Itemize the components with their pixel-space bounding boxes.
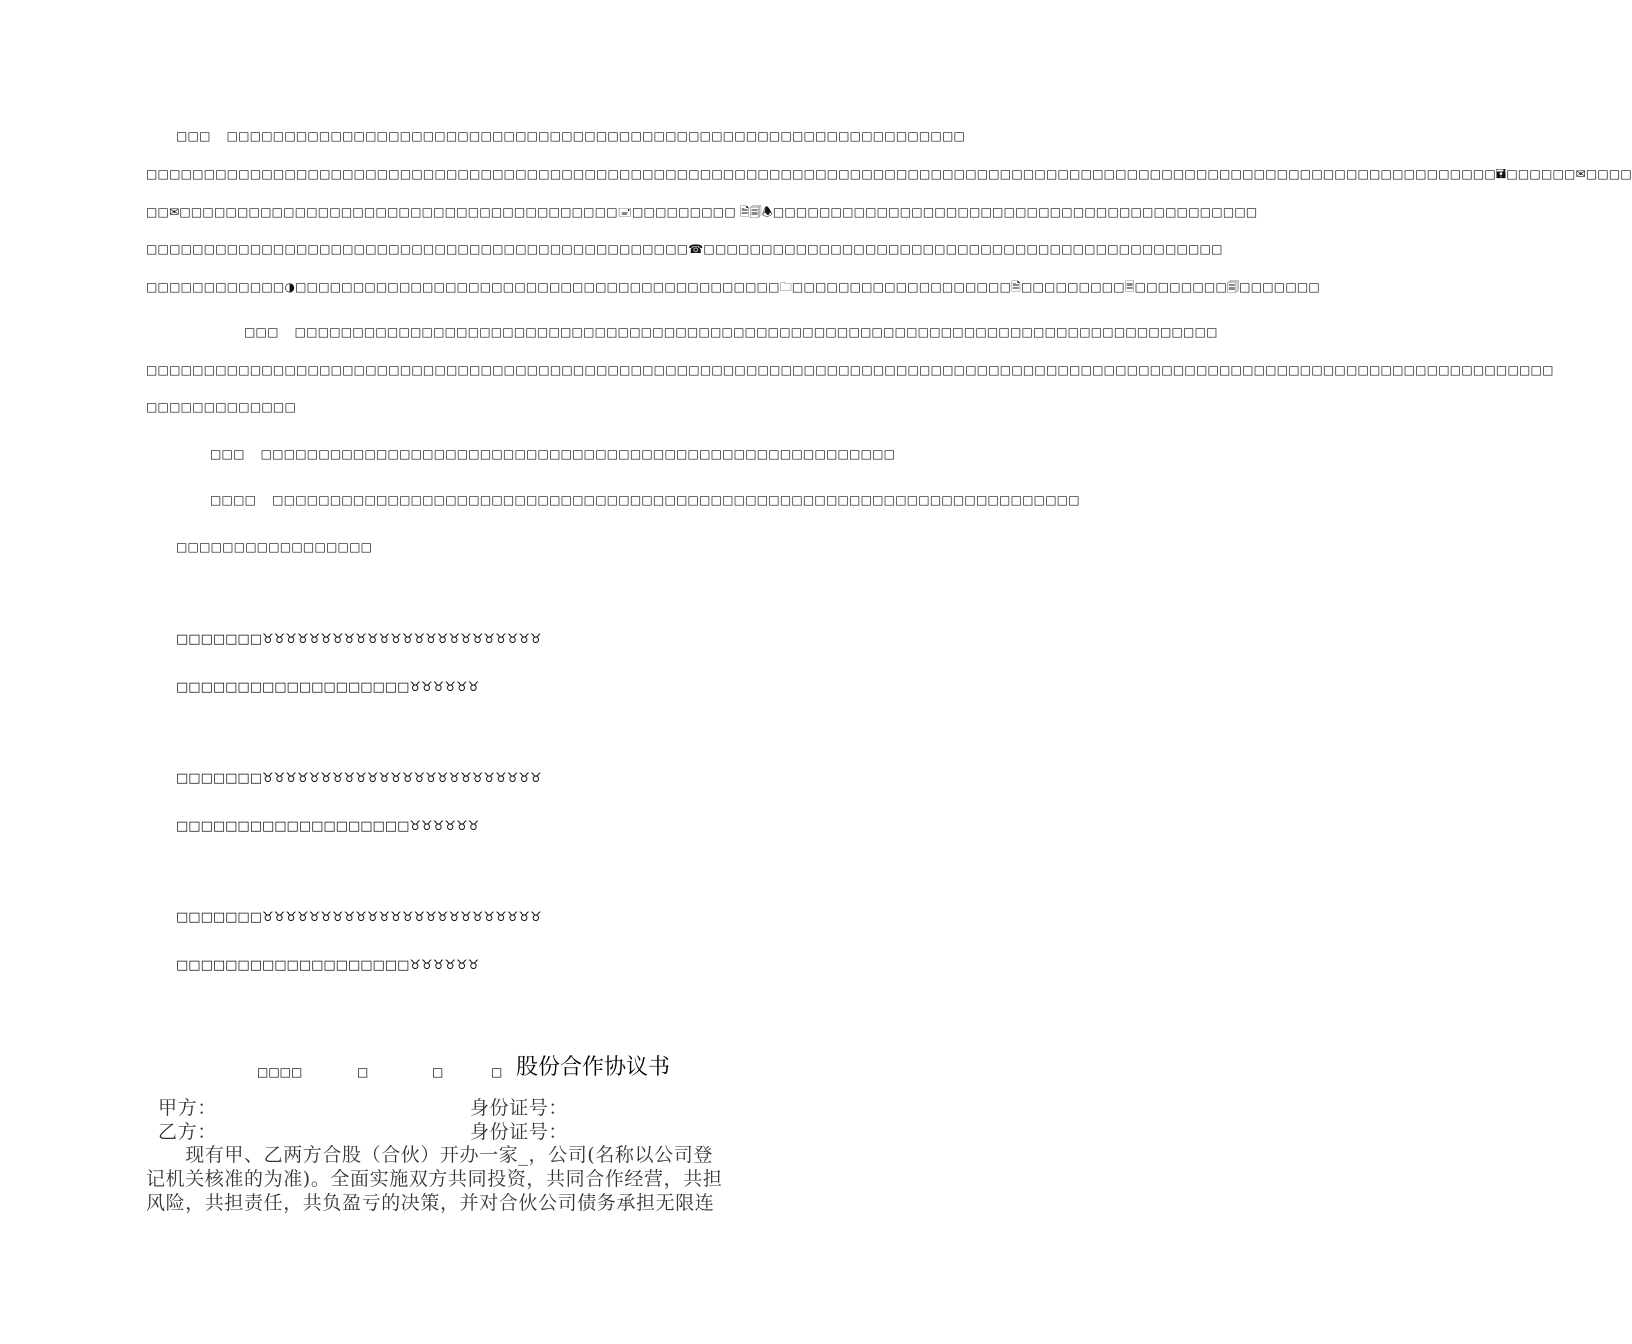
document-title-row (0, 1054, 950, 1084)
paragraph-1-line-2: □□□□□□□□□□□□□□□□□□□□□□□□□□□□□□□□□□□□□□□□□□□□□□□□□□□□□□□□□□□□□□□□□□□□□□□□□□□□□□□□□□□□□□□□□□□□□□□□□□□□□□□□□□□□□□□□□□□□□🖬□□□□□□✉□□□□ (146, 167, 1632, 181)
title-fragment-2: □ (357, 1065, 369, 1079)
signature-1-line-1: □□□□□□□♉♉♉♉♉♉♉♉♉♉♉♉♉♉♉♉♉♉♉♉♉♉♉♉ (176, 632, 542, 647)
paragraph-4-line-1 (210, 493, 1080, 507)
paragraph-1-line-1 (176, 129, 966, 143)
body-paragraph-line-3: 风险，共担责任，共负盈亏的决策，并对合伙公司债务承担无限连 (146, 1192, 715, 1214)
paragraph-1-marker: □□□ (176, 129, 211, 143)
paragraph-1-line-5: □□□□□□□□□□□□◑□□□□□□□□□□□□□□□□□□□□□□□□□□□□□□□□□□□□□□□□□□🗀□□□□□□□□□□□□□□□□□□□🗎□□□□□□□□□🗏□□□□□□□□🗐□□□□□□□ (146, 280, 1320, 294)
signature-2-line-2: □□□□□□□□□□□□□□□□□□□♉♉♉♉♉♉ (176, 819, 480, 834)
title-fragment-4: □ (491, 1065, 503, 1079)
paragraph-4-text: □□□□□□□□□□□□□□□□□□□□□□□□□□□□□□□□□□□□□□□□□□□□□□□□□□□□□□□□□□□□□□□□□□□□□□ (272, 493, 1080, 507)
paragraph-4-line-2: □□□□□□□□□□□□□□□□□ (176, 540, 373, 554)
paragraph-3-line-1 (210, 447, 896, 461)
paragraph-2-line-2: □□□□□□□□□□□□□□□□□□□□□□□□□□□□□□□□□□□□□□□□□□□□□□□□□□□□□□□□□□□□□□□□□□□□□□□□□□□□□□□□□□□□□□□□□□□□□□□□□□□□□□□□□□□□□□□□□□□□□□□□□□ (146, 363, 1554, 377)
body-paragraph-line-1: 现有甲、乙两方合股（合伙）开办一家_，公司(名称以公司登 (146, 1144, 713, 1166)
paragraph-2-line-1 (244, 325, 1218, 339)
party-a-label: 甲方： (158, 1097, 217, 1119)
paragraph-2-marker: □□□ (244, 325, 279, 339)
paragraph-1-line-4: □□□□□□□□□□□□□□□□□□□□□□□□□□□□□□□□□□□□□□□□□□□□□□□☎□□□□□□□□□□□□□□□□□□□□□□□□□□□□□□□□□□□□□□□□□□□□□ (146, 242, 1223, 256)
document-title: 股份合作协议书 (516, 1055, 671, 1080)
paragraph-1-text: □□□□□□□□□□□□□□□□□□□□□□□□□□□□□□□□□□□□□□□□□□□□□□□□□□□□□□□□□□□□□□□□ (226, 129, 966, 143)
signature-3-line-2: □□□□□□□□□□□□□□□□□□□♉♉♉♉♉♉ (176, 958, 480, 973)
title-fragment-3: □ (432, 1065, 444, 1079)
paragraph-3-marker: □□□ (210, 447, 245, 461)
paragraph-1-line-3: □□✉□□□□□□□□□□□□□□□□□□□□□□□□□□□□□□□□□□□□□□🖃□□□□□□□□□ 🗎🗐🕭□□□□□□□□□□□□□□□□□□□□□□□□□□□□□□□□□□□□□□□□□□ (146, 205, 1258, 219)
title-fragment-1: □□□□ (257, 1065, 303, 1079)
party-b-id-label: 身份证号： (470, 1121, 569, 1143)
signature-3-line-1: □□□□□□□♉♉♉♉♉♉♉♉♉♉♉♉♉♉♉♉♉♉♉♉♉♉♉♉ (176, 910, 542, 925)
paragraph-3-text: □□□□□□□□□□□□□□□□□□□□□□□□□□□□□□□□□□□□□□□□□□□□□□□□□□□□□□□ (260, 447, 896, 461)
signature-2-line-1: □□□□□□□♉♉♉♉♉♉♉♉♉♉♉♉♉♉♉♉♉♉♉♉♉♉♉♉ (176, 771, 542, 786)
party-b-label: 乙方： (158, 1121, 217, 1143)
signature-1-line-2: □□□□□□□□□□□□□□□□□□□♉♉♉♉♉♉ (176, 680, 480, 695)
paragraph-2-text: □□□□□□□□□□□□□□□□□□□□□□□□□□□□□□□□□□□□□□□□□□□□□□□□□□□□□□□□□□□□□□□□□□□□□□□□□□□□□□□□ (294, 325, 1218, 339)
body-paragraph-line-2: 记机关核准的为准)。全面实施双方共同投资，共同合作经营，共担 (146, 1168, 723, 1190)
party-a-id-label: 身份证号： (470, 1097, 569, 1119)
paragraph-2-line-3: □□□□□□□□□□□□□ (146, 400, 296, 414)
paragraph-4-marker: □□□□ (210, 493, 257, 507)
